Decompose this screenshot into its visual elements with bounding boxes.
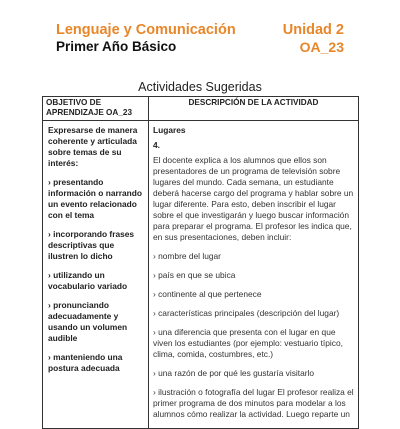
unit-label: Unidad 2 <box>282 22 344 38</box>
subject-title: Lenguaje y Comunicación <box>56 22 236 38</box>
activity-item: › características principales (descripción del lugar) <box>153 308 340 318</box>
page-header <box>56 22 344 56</box>
objective-item: › presentando información o narrando un evento relacionado con el tema <box>48 177 142 220</box>
objective-item: › manteniendo una postura adecuada <box>48 352 123 373</box>
activity-item: › país en que se ubica <box>153 270 236 280</box>
activity-item: › una diferencia que presenta con el lugar en que viven los estudiantes (por ejemplo: vestuario típico, clima, comida, costumbres, etc.) <box>153 327 343 359</box>
activities-table <box>42 96 359 429</box>
activity-item: › continente al que pertenece <box>153 289 262 299</box>
description-column-header: DESCRIPCIÓN DE LA ACTIVIDAD <box>149 97 359 121</box>
activity-intro: El docente explica a los alumnos que ellos son presentadores de un programa de televisión sobre lugares del mundo. Cada semana, un estudiante deberá hacerse cargo del programa y hablar sobre un lugar diferente. Para esto, deben inscribir el lugar sobre el que investigarán y luego buscar información para preparar el programa. El profesor les indica que, en sus presentaciones, deben incluir: <box>153 155 354 242</box>
objective-code: OA_23 <box>299 39 344 55</box>
objectives-cell <box>43 121 149 429</box>
activity-number: 4. <box>153 140 160 150</box>
objective-item: › pronunciando adecuadamente y usando un volumen audible <box>48 300 128 343</box>
grade-title: Primer Año Básico <box>56 39 177 54</box>
objective-column-header: OBJETIVO DE APRENDIZAJE OA_23 <box>43 97 149 121</box>
section-title: Actividades Sugeridas <box>138 80 262 94</box>
objective-item: › utilizando un vocabulario variado <box>48 270 128 291</box>
activity-title: Lugares <box>153 125 186 135</box>
activity-item: › una razón de por qué les gustaría visitarlo <box>153 368 315 378</box>
activity-item: › ilustración o fotografía del lugar El profesor realiza el primer programa de dos minutos para modelar a los alumnos cómo realizar la actividad. Luego reparte un <box>153 387 354 419</box>
table-row <box>43 121 359 429</box>
objective-intro: Expresarse de manera coherente y articulada sobre temas de su interés: <box>48 125 138 168</box>
activity-item: › nombre del lugar <box>153 251 221 261</box>
activity-cell <box>149 121 359 429</box>
objective-item: › incorporando frases descriptivas que ilustren lo dicho <box>48 229 135 261</box>
table-header-row <box>43 97 359 121</box>
